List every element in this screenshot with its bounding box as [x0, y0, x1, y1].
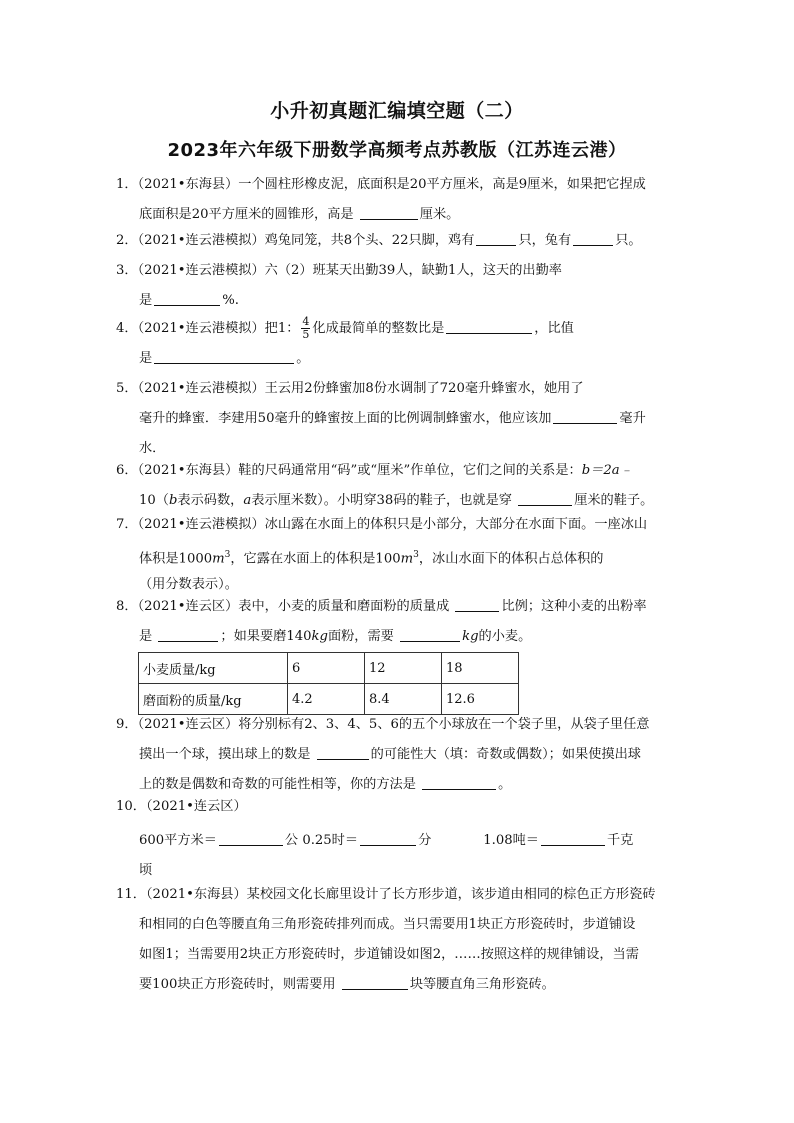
q1-answer-blank[interactable]	[360, 204, 418, 220]
q2-chicken-blank[interactable]	[476, 230, 516, 246]
table-row-header: 小麦质量/kg	[139, 653, 288, 684]
q7-unit-1: m	[212, 551, 225, 567]
q6-text-d: 厘米的鞋子。	[574, 493, 654, 508]
q6-text-c: 表示厘米数）。小明穿38码的鞋子，也就是穿	[251, 493, 512, 508]
question-7	[116, 510, 676, 600]
q8-text-c: 是	[139, 629, 153, 644]
q4-text-b: 化成最简单的整数比是	[312, 321, 445, 336]
q4-text-d: 是	[139, 351, 153, 366]
q8-proportion-blank[interactable]	[455, 596, 499, 612]
q4-fraction	[301, 316, 310, 341]
q2-text-a: 2．（2021•连云港模拟）鸡兔同笼，共8个头、22只脚，鸡有	[116, 233, 475, 248]
q9-method-blank[interactable]	[422, 774, 496, 790]
q7-text-a: 体积是1000	[139, 551, 213, 567]
q11-line3: 如图1；当需要用2块正方形瓷砖时，步道铺设如图2，……按照这样的规律铺设，当需	[139, 947, 639, 962]
q4-ratio-blank[interactable]	[446, 318, 532, 334]
q5-unit: 毫升	[619, 411, 646, 426]
q10-kilogram-blank[interactable]	[541, 830, 605, 846]
q7-line3: （用分数表示）。	[139, 577, 238, 592]
q8-kg-1: kg	[311, 629, 328, 644]
q5-text: 毫升的蜂蜜．李建用50毫升的蜂蜜按上面的比例调制蜂蜜水，他应该加	[139, 411, 552, 426]
q8-text-e: 面粉，需要	[327, 629, 394, 644]
question-6	[116, 456, 676, 516]
q10-minute-blank[interactable]	[360, 830, 416, 846]
q7-line2	[116, 540, 676, 570]
q7-unit-2: m	[400, 551, 414, 567]
q10-text-a: 600平方米＝	[139, 833, 217, 848]
q7-text-b: ，它露在水面上的体积是100	[230, 551, 401, 567]
q11-line4	[116, 970, 676, 1000]
question-5	[116, 374, 676, 464]
q10-line1: 10．（2021•连云区）	[116, 799, 247, 814]
table-row-header: 磨面粉的质量/kg	[139, 684, 288, 715]
q4-text-c: ，比值	[534, 321, 574, 336]
q3-percent: %.	[222, 293, 239, 308]
q3-answer-blank[interactable]	[154, 290, 220, 306]
q5-line1: 5．（2021•连云港模拟）王云用2份蜂蜜加8份水调制了720毫升蜂蜜水，她用了	[116, 381, 584, 396]
q8-kg-2: kg	[462, 629, 479, 644]
q2-rabbit-blank[interactable]	[573, 230, 613, 246]
q11-text-a: 要100块正方形瓷砖时，则需要用	[139, 977, 336, 992]
q8-line2	[116, 622, 676, 652]
q4-frac-den: 5	[302, 328, 310, 341]
q10-text-b: 公	[284, 833, 299, 848]
q6-text-b: 表示码数，	[177, 493, 244, 508]
q1-line1: 1．（2021•东海县）一个圆柱形橡皮泥，底面积是20平方厘米，高是9厘米，如果把它捏成	[116, 177, 646, 192]
q9-parity-blank[interactable]	[317, 744, 369, 760]
q8-line1	[116, 592, 676, 622]
q8-rate-blank[interactable]	[158, 626, 218, 642]
table-cell: 6	[288, 653, 365, 684]
q2-text-c: 只。	[615, 233, 642, 248]
q7-exp-1: 3	[224, 550, 231, 560]
q4-text-a: 4．（2021•连云港模拟）把1：	[116, 321, 300, 336]
q4-text-e: 。	[296, 351, 310, 366]
table-cell: 12.6	[442, 684, 519, 715]
q9-text-a: 摸出一个球，摸出球上的数是	[139, 747, 311, 762]
q10-text-f: 千克	[607, 833, 634, 848]
q5-answer-blank[interactable]	[553, 408, 617, 424]
q3-line1: 3．（2021•连云港模拟）六（2）班某天出勤39人，缺勤1人，这天的出勤率	[116, 263, 562, 278]
q4-line1	[116, 314, 676, 344]
question-3	[116, 256, 676, 316]
q2-line1	[116, 226, 676, 256]
page-title: 小升初真题汇编填空题（二）	[270, 100, 524, 122]
q8-text-a: 8．（2021•连云区）表中，小麦的质量和磨面粉的质量成	[116, 599, 450, 614]
q8-wheat-blank[interactable]	[400, 626, 460, 642]
q11-text-b: 块等腰直角三角形瓷砖。	[409, 977, 555, 992]
q5-line3: 水．	[139, 441, 166, 456]
q5-line2	[116, 404, 676, 434]
question-11	[116, 880, 676, 1000]
table-cell: 12	[365, 653, 442, 684]
q6-answer-blank[interactable]	[518, 490, 572, 506]
q4-line2	[116, 344, 676, 374]
q8-text-f: 的小麦。	[478, 629, 532, 644]
table-row	[139, 653, 519, 684]
question-10	[116, 792, 676, 886]
q10-line3: 顷	[139, 863, 153, 878]
question-9	[116, 710, 676, 800]
q1-text: 底面积是20平方厘米的圆锥形，高是	[139, 207, 354, 222]
q10-text-c: 0.25时＝	[302, 833, 359, 848]
wheat-table	[138, 652, 519, 715]
q10-hectare-blank[interactable]	[219, 830, 283, 846]
q6-line1	[116, 456, 676, 486]
question-8	[116, 592, 676, 652]
q3-line2	[116, 286, 676, 316]
q7-line1: 7．（2021•连云港模拟）冰山露在水面上的体积只是小部分，大部分在水面下面。一座冰山	[116, 517, 648, 532]
q11-line1: 11．（2021•东海县）某校园文化长廊里设计了长方形步道，该步道由相同的棕色正方形瓷砖	[116, 887, 656, 902]
q10-line2	[116, 822, 676, 856]
q7-text-c: ，冰山水面下的体积占总体积的	[418, 551, 604, 567]
table-cell: 4.2	[288, 684, 365, 715]
q9-text-d: 。	[498, 777, 512, 792]
q1-unit: 厘米。	[419, 207, 460, 222]
q3-text: 是	[139, 293, 153, 308]
q2-text-b: 只，兔有	[518, 233, 572, 248]
table-cell: 18	[442, 653, 519, 684]
q11-answer-blank[interactable]	[342, 974, 408, 990]
q8-text-b: 比例；这种小麦的出粉率	[501, 599, 647, 614]
question-2	[116, 226, 676, 256]
question-1	[116, 170, 676, 230]
q10-text-e: 1.08吨＝	[483, 833, 539, 848]
q4-value-blank[interactable]	[154, 348, 294, 364]
question-4	[116, 314, 676, 374]
q11-line2: 和相同的白色等腰直角三角形瓷砖排列而成。当只需要用1块正方形瓷砖时，步道铺设	[139, 917, 636, 932]
page-subtitle: 2023年六年级下册数学高频考点苏教版（江苏连云港）	[167, 140, 627, 161]
q6-var-a: a	[243, 493, 252, 508]
q6-formula: b＝2a﹣	[581, 463, 633, 478]
q9-text-b: 的可能性大（填：奇数或偶数）；如果使摸出球	[370, 747, 641, 762]
q7-exp-2: 3	[413, 550, 419, 560]
table-cell: 8.4	[365, 684, 442, 715]
q9-text-c: 上的数是偶数和奇数的可能性相等，你的方法是	[139, 777, 416, 792]
q9-line1: 9．（2021•连云区）将分别标有2、3、4、5、6的五个小球放在一个袋子里，从袋子里任意	[116, 717, 650, 732]
q8-text-d: ；如果要磨140	[220, 629, 312, 644]
q6-text: 6．（2021•东海县）鞋的尺码通常用“码”或“厘米”作单位，它们之间的关系是：	[116, 463, 582, 478]
q6-text-a: 10（	[139, 493, 169, 508]
q10-text-d: 分	[418, 833, 432, 848]
q6-var-b: b	[168, 493, 178, 508]
q9-line2	[116, 740, 676, 770]
q4-frac-num: 4	[302, 315, 310, 328]
